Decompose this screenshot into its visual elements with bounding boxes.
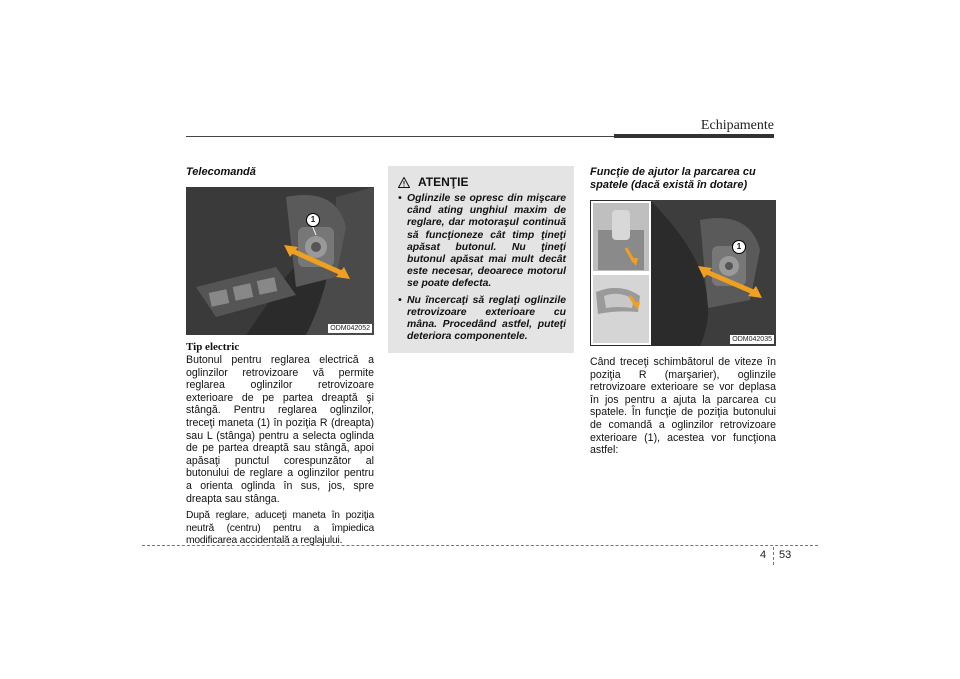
warning-item-text: Nu încercaţi să reglaţi oglinzile retrovizoare exterioare cu mâna. Procedând astfel, puteţi deteriora componentele. bbox=[407, 294, 566, 343]
left-column bbox=[186, 166, 374, 553]
chapter-number: 4 bbox=[760, 549, 767, 561]
remote-control-subtitle: Telecomandă bbox=[186, 166, 256, 178]
header-rule bbox=[186, 136, 614, 137]
callout-1: 1 bbox=[732, 240, 746, 254]
paragraph: După reglare, aduceţi maneta în poziţia neutră (centru) pentru a împiedica modificarea accidentală a reglajului. bbox=[186, 510, 374, 547]
reverse-parking-subtitle: Funcţie de ajutor la parcarea cu spatele (dacă există în dotare) bbox=[590, 166, 756, 191]
middle-column bbox=[388, 166, 574, 353]
right-column bbox=[590, 166, 776, 462]
section-title: Echipamente bbox=[700, 118, 774, 133]
paragraph: Când treceţi schimbătorul de viteze în poziţia R (marşarier), oglinzile retrovizoare exterioare se vor deplasa în jos pentru a ajuta la parcarea cu spatele. În funcţie de poziţia butonului de comandă a oglinzilor retrovizoare exterioare (1), acestea vor funcţiona astfel: bbox=[590, 356, 776, 457]
warning-item bbox=[398, 193, 566, 291]
reverse-assist-illustration bbox=[590, 200, 776, 346]
electric-type-heading: Tip electric bbox=[186, 341, 240, 353]
warning-item-text: Oglinzile se opresc din mişcare când ating unghiul maxim de reglare, dar motoraşul continuă să funcţioneze cât timp ţineţi apăsat butonul. Nu ţineţi butonul apăsat mai mult decât este necesar, deoarece motorul se poate defecta. bbox=[407, 193, 566, 290]
bullet: • bbox=[398, 294, 402, 306]
warning-title bbox=[398, 175, 566, 189]
footer-rule bbox=[142, 545, 818, 546]
reverse-assist-photo bbox=[590, 200, 776, 346]
warning-box bbox=[388, 166, 574, 353]
callout-1: 1 bbox=[306, 213, 320, 227]
door-panel-illustration bbox=[186, 187, 374, 335]
photo-code: ODM042052 bbox=[330, 325, 370, 332]
door-switch-photo bbox=[186, 187, 374, 335]
bullet: • bbox=[398, 193, 402, 204]
photo-code: ODM042035 bbox=[732, 336, 772, 343]
warning-item bbox=[398, 295, 566, 344]
page-number: 53 bbox=[779, 549, 792, 561]
header-rule-accent bbox=[614, 134, 774, 138]
page-number-separator bbox=[773, 547, 774, 565]
warning-list bbox=[398, 193, 566, 343]
paragraph: Butonul pentru reglarea electrică a oglinzilor retrovizoare vă permite reglarea oglinzilor retrovizoare exterioare de pe partea dreaptă şi stângă. Pentru reglarea oglinzilor, treceţi maneta (1) în poziţia R (dreapta) sau L (stânga) pentru a selecta oglinda de pe partea dreaptă sau stângă, apoi apăsaţi punctul corespunzător al butonului de reglare a oglinzilor pentru a orienta oglinda în sus, jos, spre dreapta sau stânga. bbox=[186, 354, 374, 505]
warning-triangle-icon bbox=[398, 177, 410, 188]
warning-title-text: ATENŢIE bbox=[418, 175, 469, 189]
